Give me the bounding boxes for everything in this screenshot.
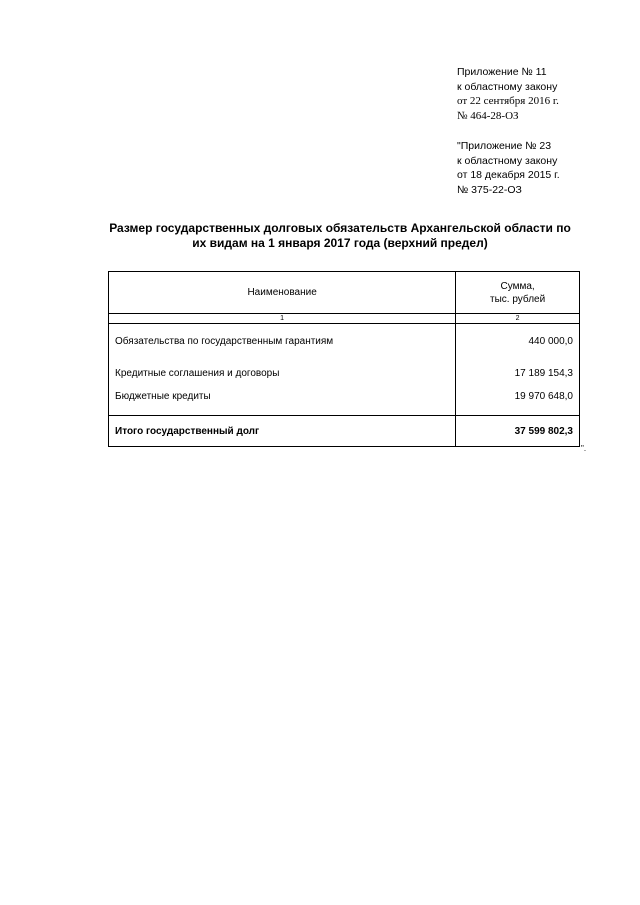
appendix-current-number: Приложение № 11	[457, 66, 547, 78]
row-value: 19 970 648,0	[456, 388, 580, 416]
document-title-line-1: Размер государственных долговых обязательств Архангельской области по	[109, 221, 571, 235]
column-number-1: 1	[109, 314, 456, 324]
appendix-old-law-number: № 375-22-ОЗ	[457, 183, 522, 196]
column-number-2: 2	[456, 314, 580, 324]
appendix-old-date: от 18 декабря 2015 г.	[457, 169, 560, 181]
row-name: Обязательства по государственным гарантиям	[109, 324, 456, 359]
appendix-current-law-number: № 464-28-ОЗ	[457, 109, 519, 122]
appendix-current-law: к областному закону	[457, 80, 558, 93]
row-name: Кредитные соглашения и договоры	[109, 358, 456, 388]
total-row	[109, 416, 580, 447]
column-number-row	[109, 314, 580, 324]
header-name: Наименование	[109, 272, 456, 314]
total-value: 37 599 802,3	[456, 416, 580, 447]
row-value: 440 000,0	[456, 324, 580, 359]
header-sum-line-1: Сумма,	[500, 280, 535, 292]
document-title-line-2: их видам на 1 января 2017 года (верхний предел)	[192, 236, 488, 250]
document-title	[100, 221, 580, 251]
debt-table	[108, 271, 580, 447]
table-header-row	[109, 272, 580, 314]
table-row	[109, 388, 580, 416]
table-row	[109, 324, 580, 359]
header-sum-line-2: тыс. рублей	[490, 293, 546, 305]
total-name: Итого государственный долг	[109, 416, 456, 447]
appendix-old-number: "Приложение № 23	[457, 140, 552, 152]
appendix-old-law: к областному закону	[457, 154, 558, 167]
row-name: Бюджетные кредиты	[109, 388, 456, 416]
header-sum	[456, 272, 580, 314]
row-value: 17 189 154,3	[456, 358, 580, 388]
appendix-old-reference	[457, 139, 560, 197]
appendix-current-reference	[457, 65, 559, 123]
table-row	[109, 358, 580, 388]
closing-quote: ".	[581, 444, 587, 453]
appendix-current-date: от 22 сентября 2016 г.	[457, 95, 559, 107]
